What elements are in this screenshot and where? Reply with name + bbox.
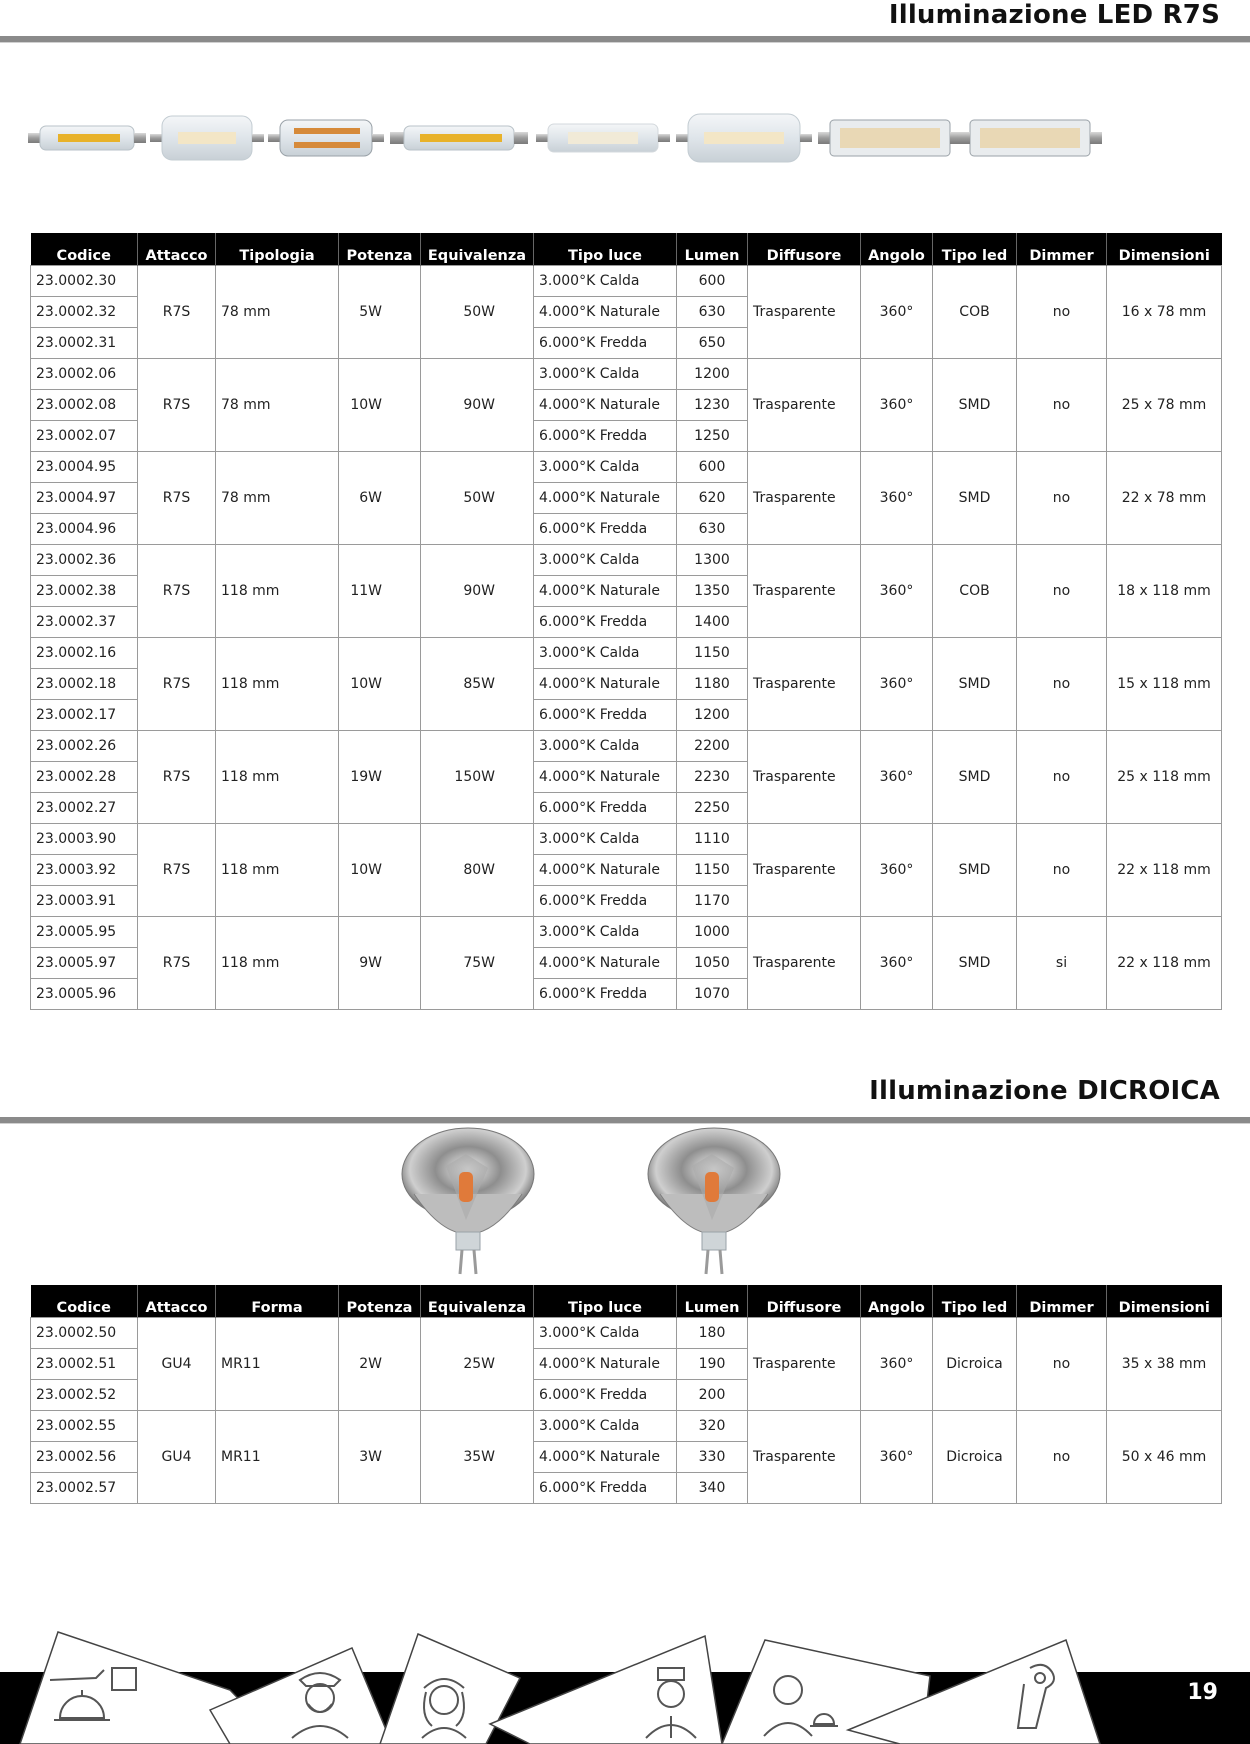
cell-codice: 23.0002.55 — [31, 1411, 138, 1442]
cell-tipo-luce: 4.000°K Naturale — [534, 1349, 677, 1380]
cell-potenza: 10W — [339, 638, 421, 731]
cell-dimmer: no — [1017, 824, 1107, 917]
cell-lumen: 1200 — [677, 359, 748, 390]
cell-equivalenza: 50W — [421, 266, 534, 359]
cell-attacco: R7S — [138, 917, 216, 1010]
cell-tipologia: 118 mm — [216, 731, 339, 824]
cell-lumen: 190 — [677, 1349, 748, 1380]
cell-angolo: 360° — [861, 731, 933, 824]
cell-tipo-luce: 6.000°K Fredda — [534, 1380, 677, 1411]
cell-lumen: 1000 — [677, 917, 748, 948]
col-header: Codice — [31, 233, 138, 266]
cell-attacco: GU4 — [138, 1411, 216, 1504]
cell-codice: 23.0005.96 — [31, 979, 138, 1010]
cell-lumen: 1070 — [677, 979, 748, 1010]
cell-tipo-luce: 4.000°K Naturale — [534, 483, 677, 514]
table-row — [31, 824, 1222, 855]
cell-tipo-led: SMD — [933, 731, 1017, 824]
dichroic-bulb-image-2 — [642, 1124, 792, 1284]
cell-dimensioni: 22 x 118 mm — [1107, 824, 1222, 917]
cell-lumen: 320 — [677, 1411, 748, 1442]
cell-attacco: R7S — [138, 359, 216, 452]
bulb-7 — [818, 120, 962, 156]
cell-tipo-luce: 3.000°K Calda — [534, 1318, 677, 1349]
cell-codice: 23.0002.08 — [31, 390, 138, 421]
cell-diffusore: Trasparente — [748, 1318, 861, 1411]
cell-tipo-led: SMD — [933, 452, 1017, 545]
cell-angolo: 360° — [861, 1411, 933, 1504]
cell-dimmer: no — [1017, 1318, 1107, 1411]
cell-lumen: 1200 — [677, 700, 748, 731]
cell-diffusore: Trasparente — [748, 1411, 861, 1504]
cell-tipologia: 118 mm — [216, 638, 339, 731]
col-header: Dimmer — [1017, 1285, 1107, 1318]
cell-potenza: 3W — [339, 1411, 421, 1504]
cell-dimmer: si — [1017, 917, 1107, 1010]
cell-tipo-luce: 3.000°K Calda — [534, 545, 677, 576]
cell-tipo-luce: 6.000°K Fredda — [534, 979, 677, 1010]
cell-attacco: R7S — [138, 638, 216, 731]
cell-codice: 23.0002.37 — [31, 607, 138, 638]
cell-lumen: 330 — [677, 1442, 748, 1473]
section-rule-r7s — [0, 36, 1250, 42]
cell-codice: 23.0002.31 — [31, 328, 138, 359]
cell-angolo: 360° — [861, 917, 933, 1010]
cell-equivalenza: 90W — [421, 545, 534, 638]
table-header-row — [31, 1285, 1222, 1318]
bulb-1 — [28, 126, 146, 150]
cell-tipo-luce: 3.000°K Calda — [534, 824, 677, 855]
table-row — [31, 1318, 1222, 1349]
col-header: Lumen — [677, 1285, 748, 1318]
cell-diffusore: Trasparente — [748, 917, 861, 1010]
r7s-bulbs-image — [28, 104, 1222, 174]
cell-attacco: GU4 — [138, 1318, 216, 1411]
cell-lumen: 1250 — [677, 421, 748, 452]
cell-dimmer: no — [1017, 266, 1107, 359]
cell-lumen: 1300 — [677, 545, 748, 576]
cell-lumen: 2230 — [677, 762, 748, 793]
cell-angolo: 360° — [861, 1318, 933, 1411]
cell-codice: 23.0002.06 — [31, 359, 138, 390]
cell-dimmer: no — [1017, 359, 1107, 452]
cell-tipo-luce: 4.000°K Naturale — [534, 297, 677, 328]
cell-codice: 23.0004.95 — [31, 452, 138, 483]
cell-lumen: 630 — [677, 297, 748, 328]
cell-diffusore: Trasparente — [748, 824, 861, 917]
cell-tipo-luce: 3.000°K Calda — [534, 359, 677, 390]
cell-diffusore: Trasparente — [748, 731, 861, 824]
cell-tipo-luce: 6.000°K Fredda — [534, 328, 677, 359]
cell-diffusore: Trasparente — [748, 266, 861, 359]
cell-codice: 23.0002.50 — [31, 1318, 138, 1349]
cell-equivalenza: 85W — [421, 638, 534, 731]
cell-lumen: 2250 — [677, 793, 748, 824]
cell-tipologia: 118 mm — [216, 545, 339, 638]
table-row — [31, 1411, 1222, 1442]
cell-codice: 23.0002.26 — [31, 731, 138, 762]
cell-tipologia: 118 mm — [216, 917, 339, 1010]
col-header: Dimensioni — [1107, 1285, 1222, 1318]
cell-diffusore: Trasparente — [748, 638, 861, 731]
cell-dimmer: no — [1017, 452, 1107, 545]
page-number: 19 — [1187, 1680, 1218, 1705]
cell-tipo-led: COB — [933, 545, 1017, 638]
cell-angolo: 360° — [861, 638, 933, 731]
table-row — [31, 917, 1222, 948]
cell-attacco: R7S — [138, 731, 216, 824]
cell-tipo-luce: 6.000°K Fredda — [534, 1473, 677, 1504]
cell-tipo-luce: 6.000°K Fredda — [534, 793, 677, 824]
col-header: Dimmer — [1017, 233, 1107, 266]
cell-tipo-led: SMD — [933, 638, 1017, 731]
cell-diffusore: Trasparente — [748, 359, 861, 452]
cell-codice: 23.0004.97 — [31, 483, 138, 514]
cell-lumen: 650 — [677, 328, 748, 359]
section-title-dicroica: Illuminazione DICROICA — [869, 1076, 1220, 1106]
cell-lumen: 1400 — [677, 607, 748, 638]
cell-dimensioni: 18 x 118 mm — [1107, 545, 1222, 638]
cell-potenza: 11W — [339, 545, 421, 638]
table-row — [31, 266, 1222, 297]
cell-codice: 23.0002.32 — [31, 297, 138, 328]
cell-equivalenza: 50W — [421, 452, 534, 545]
r7s-spec-table — [30, 233, 1222, 1010]
table-row — [31, 638, 1222, 669]
cell-codice: 23.0003.90 — [31, 824, 138, 855]
cell-lumen: 600 — [677, 266, 748, 297]
col-header: Dimensioni — [1107, 233, 1222, 266]
section-rule-dicroica — [0, 1117, 1250, 1123]
cell-codice: 23.0002.07 — [31, 421, 138, 452]
cell-potenza: 9W — [339, 917, 421, 1010]
cell-dimmer: no — [1017, 545, 1107, 638]
cell-tipo-led: COB — [933, 266, 1017, 359]
cell-codice: 23.0002.36 — [31, 545, 138, 576]
cell-tipologia: MR11 — [216, 1318, 339, 1411]
col-header: Lumen — [677, 233, 748, 266]
cell-attacco: R7S — [138, 266, 216, 359]
cell-tipo-luce: 6.000°K Fredda — [534, 700, 677, 731]
col-header: Codice — [31, 1285, 138, 1318]
cell-lumen: 600 — [677, 452, 748, 483]
cell-angolo: 360° — [861, 359, 933, 452]
col-header: Angolo — [861, 233, 933, 266]
col-header: Angolo — [861, 1285, 933, 1318]
cell-tipo-led: SMD — [933, 917, 1017, 1010]
cell-tipo-led: SMD — [933, 359, 1017, 452]
cell-dimensioni: 50 x 46 mm — [1107, 1411, 1222, 1504]
cell-codice: 23.0002.28 — [31, 762, 138, 793]
cell-tipo-luce: 4.000°K Naturale — [534, 1442, 677, 1473]
cell-lumen: 1180 — [677, 669, 748, 700]
cell-equivalenza: 35W — [421, 1411, 534, 1504]
col-header: Tipo led — [933, 233, 1017, 266]
cell-codice: 23.0003.91 — [31, 886, 138, 917]
cell-tipo-led: Dicroica — [933, 1411, 1017, 1504]
cell-codice: 23.0005.95 — [31, 917, 138, 948]
bulb-4 — [390, 126, 528, 150]
cell-lumen: 1170 — [677, 886, 748, 917]
cell-tipo-luce: 3.000°K Calda — [534, 917, 677, 948]
table-row — [31, 731, 1222, 762]
cell-angolo: 360° — [861, 545, 933, 638]
col-header: Attacco — [138, 233, 216, 266]
cell-tipo-luce: 3.000°K Calda — [534, 638, 677, 669]
cell-codice: 23.0002.16 — [31, 638, 138, 669]
cell-tipo-led: SMD — [933, 824, 1017, 917]
cell-codice: 23.0002.57 — [31, 1473, 138, 1504]
col-header: Forma — [216, 1285, 339, 1318]
col-header: Tipologia — [216, 233, 339, 266]
cell-potenza: 5W — [339, 266, 421, 359]
dicroica-spec-table — [30, 1285, 1222, 1504]
bulb-8 — [958, 120, 1102, 156]
cell-attacco: R7S — [138, 824, 216, 917]
cell-codice: 23.0005.97 — [31, 948, 138, 979]
cell-tipo-led: Dicroica — [933, 1318, 1017, 1411]
cell-codice: 23.0002.27 — [31, 793, 138, 824]
cell-dimensioni: 25 x 118 mm — [1107, 731, 1222, 824]
cell-diffusore: Trasparente — [748, 452, 861, 545]
table-row — [31, 359, 1222, 390]
cell-lumen: 1350 — [677, 576, 748, 607]
cell-codice: 23.0002.30 — [31, 266, 138, 297]
cell-tipo-luce: 3.000°K Calda — [534, 452, 677, 483]
section-title-r7s: Illuminazione LED R7S — [888, 0, 1220, 30]
cell-tipo-luce: 6.000°K Fredda — [534, 514, 677, 545]
cell-codice: 23.0002.51 — [31, 1349, 138, 1380]
col-header: Tipo luce — [534, 233, 677, 266]
footer-icons-strip — [0, 1620, 1250, 1744]
cell-angolo: 360° — [861, 824, 933, 917]
cell-dimensioni: 35 x 38 mm — [1107, 1318, 1222, 1411]
cell-tipologia: 78 mm — [216, 359, 339, 452]
cell-lumen: 1150 — [677, 638, 748, 669]
bulb-6 — [676, 114, 812, 162]
cell-dimensioni: 16 x 78 mm — [1107, 266, 1222, 359]
cell-lumen: 2200 — [677, 731, 748, 762]
cell-tipo-luce: 4.000°K Naturale — [534, 576, 677, 607]
cell-potenza: 2W — [339, 1318, 421, 1411]
cell-lumen: 1050 — [677, 948, 748, 979]
cell-lumen: 620 — [677, 483, 748, 514]
cell-tipo-luce: 3.000°K Calda — [534, 266, 677, 297]
cell-tipo-luce: 3.000°K Calda — [534, 1411, 677, 1442]
col-header: Diffusore — [748, 1285, 861, 1318]
cell-lumen: 1230 — [677, 390, 748, 421]
cell-tipo-luce: 4.000°K Naturale — [534, 855, 677, 886]
cell-codice: 23.0002.17 — [31, 700, 138, 731]
cell-potenza: 10W — [339, 359, 421, 452]
col-header: Tipo led — [933, 1285, 1017, 1318]
cell-angolo: 360° — [861, 266, 933, 359]
cell-tipologia: 78 mm — [216, 266, 339, 359]
col-header: Equivalenza — [421, 233, 534, 266]
cell-lumen: 1110 — [677, 824, 748, 855]
col-header: Potenza — [339, 1285, 421, 1318]
cell-potenza: 19W — [339, 731, 421, 824]
cell-codice: 23.0002.38 — [31, 576, 138, 607]
cell-dimensioni: 25 x 78 mm — [1107, 359, 1222, 452]
cell-codice: 23.0004.96 — [31, 514, 138, 545]
cell-tipo-luce: 4.000°K Naturale — [534, 390, 677, 421]
cell-potenza: 6W — [339, 452, 421, 545]
cell-tipo-luce: 4.000°K Naturale — [534, 669, 677, 700]
cell-attacco: R7S — [138, 452, 216, 545]
cell-attacco: R7S — [138, 545, 216, 638]
table-row — [31, 545, 1222, 576]
table-header-row — [31, 233, 1222, 266]
cell-tipologia: 118 mm — [216, 824, 339, 917]
col-header: Equivalenza — [421, 1285, 534, 1318]
cell-lumen: 340 — [677, 1473, 748, 1504]
col-header: Attacco — [138, 1285, 216, 1318]
cell-codice: 23.0002.52 — [31, 1380, 138, 1411]
dichroic-bulb-image-1 — [396, 1124, 546, 1284]
cell-lumen: 200 — [677, 1380, 748, 1411]
col-header: Potenza — [339, 233, 421, 266]
cell-tipo-luce: 6.000°K Fredda — [534, 886, 677, 917]
cell-equivalenza: 75W — [421, 917, 534, 1010]
table-row — [31, 452, 1222, 483]
bulb-2 — [150, 116, 264, 160]
cell-equivalenza: 80W — [421, 824, 534, 917]
cell-lumen: 1150 — [677, 855, 748, 886]
cell-tipo-luce: 6.000°K Fredda — [534, 421, 677, 452]
cell-lumen: 180 — [677, 1318, 748, 1349]
cell-tipologia: 78 mm — [216, 452, 339, 545]
cell-dimensioni: 22 x 118 mm — [1107, 917, 1222, 1010]
cell-equivalenza: 150W — [421, 731, 534, 824]
cell-codice: 23.0002.56 — [31, 1442, 138, 1473]
cell-lumen: 630 — [677, 514, 748, 545]
cell-tipo-luce: 3.000°K Calda — [534, 731, 677, 762]
cell-dimensioni: 15 x 118 mm — [1107, 638, 1222, 731]
cell-angolo: 360° — [861, 452, 933, 545]
cell-dimensioni: 22 x 78 mm — [1107, 452, 1222, 545]
bulb-5 — [536, 124, 670, 152]
col-header: Tipo luce — [534, 1285, 677, 1318]
cell-dimmer: no — [1017, 1411, 1107, 1504]
cell-potenza: 10W — [339, 824, 421, 917]
cell-codice: 23.0003.92 — [31, 855, 138, 886]
col-header: Diffusore — [748, 233, 861, 266]
cell-tipo-luce: 6.000°K Fredda — [534, 607, 677, 638]
bulb-3 — [268, 120, 384, 156]
cell-tipo-luce: 4.000°K Naturale — [534, 948, 677, 979]
cell-dimmer: no — [1017, 731, 1107, 824]
cell-equivalenza: 90W — [421, 359, 534, 452]
cell-dimmer: no — [1017, 638, 1107, 731]
cell-tipo-luce: 4.000°K Naturale — [534, 762, 677, 793]
cell-equivalenza: 25W — [421, 1318, 534, 1411]
cell-codice: 23.0002.18 — [31, 669, 138, 700]
cell-tipologia: MR11 — [216, 1411, 339, 1504]
cell-diffusore: Trasparente — [748, 545, 861, 638]
